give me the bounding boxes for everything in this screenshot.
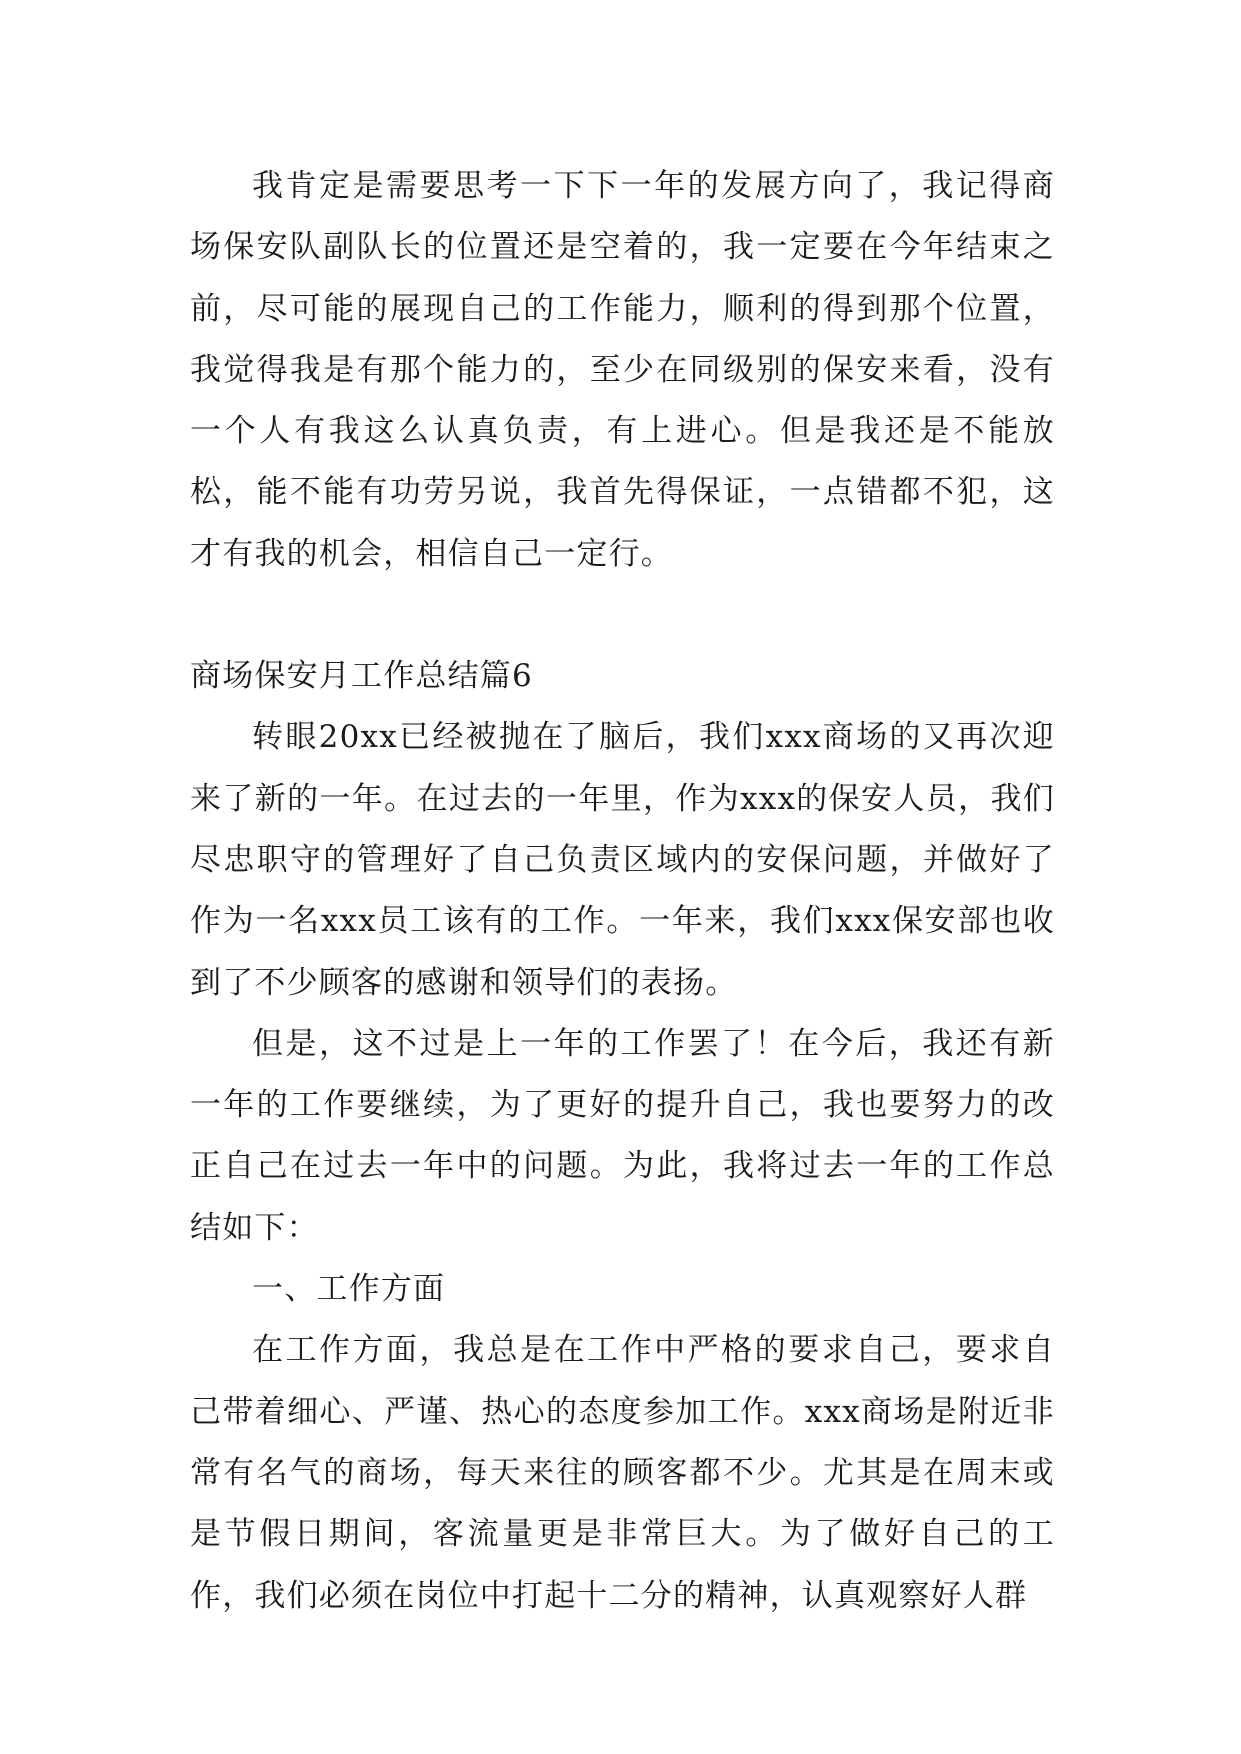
- document-body: [190, 156, 1055, 1627]
- subsection-title: 一、工作方面: [252, 1271, 446, 1308]
- section-paragraph-1: 转眼20xx已经被抛在了脑后，我们xxx商场的又再次迎来了新的一年。在过去的一年里，作为xxx的保安人员，我们尽忠职守的管理好了自己负责区域内的安保问题，并做好了作为一名xxx员工该有的工作。一年来，我们xxx保安部也收到了不少顾客的感谢和领导们的表扬。: [190, 719, 1055, 1001]
- subsection-paragraph: 在工作方面，我总是在工作中严格的要求自己，要求自己带着细心、严谨、热心的态度参加工作。xxx商场是附近非常有名气的商场，每天来往的顾客都不少。尤其是在周末或是节假日期间，客流量更是非常巨大。为了做好自己的工作，我们必须在岗位中打起十二分的精神，认真观察好人群: [190, 1332, 1055, 1614]
- section-title: 商场保安月工作总结篇6: [190, 658, 533, 695]
- intro-paragraph: 我肯定是需要思考一下下一年的发展方向了，我记得商场保安队副队长的位置还是空着的，我一定要在今年结束之前，尽可能的展现自己的工作能力，顺利的得到那个位置，我觉得我是有那个能力的，至少在同级别的保安来看，没有一个人有我这么认真负责，有上进心。但是我还是不能放松，能不能有功劳另说，我首先得保证，一点错都不犯，这才有我的机会，相信自己一定行。: [190, 168, 1055, 572]
- section-paragraph-2: 但是，这不过是上一年的工作罢了！在今后，我还有新一年的工作要继续，为了更好的提升自己，我也要努力的改正自己在过去一年中的问题。为此，我将过去一年的工作总结如下：: [190, 1025, 1055, 1246]
